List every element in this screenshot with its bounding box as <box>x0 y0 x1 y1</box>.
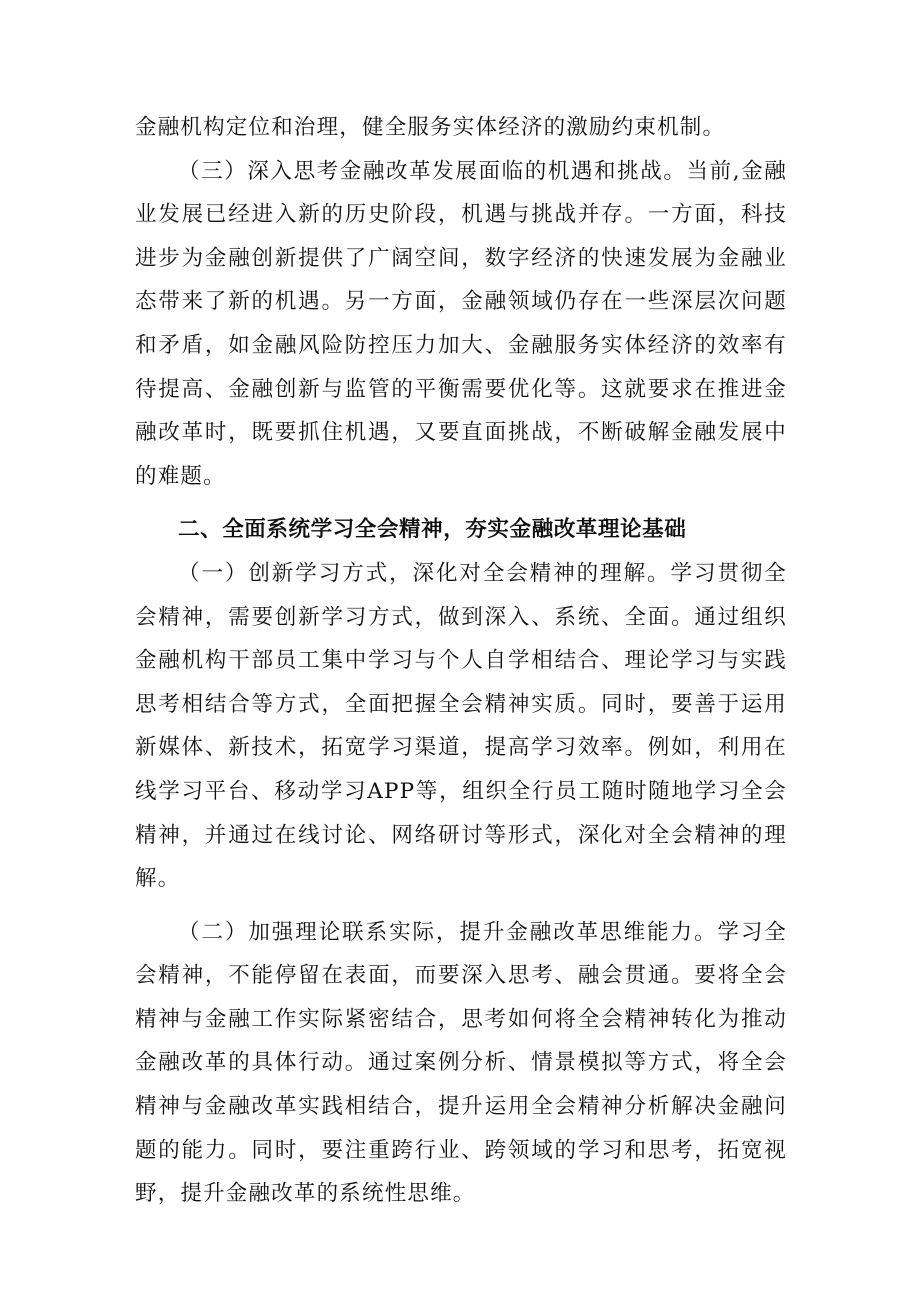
paragraph-learning-methods: （一）创新学习方式，深化对全会精神的理解。学习贯彻全会精神，需要创新学习方式，做到深入、系统、全面。通过组织金融机构干部员工集中学习与个人自学相结合、理论学习与实践思考相结合等方式，全面把握全会精神实质。同时，要善于运用新媒体、新技术，拓宽学习渠道，提高学习效率。例如，利用在线学习平台、移动学习APP等，组织全行员工随时随地学习全会精神，并通过在线讨论、网络研讨等形式，深化对全会精神的理解。 <box>135 560 787 892</box>
spacer <box>135 498 787 508</box>
document-page <box>135 106 787 1216</box>
paragraph-continuation: 金融机构定位和治理，健全服务实体经济的激励约束机制。 <box>135 115 726 140</box>
paragraph-opportunities-challenges: （三）深入思考金融改革发展面临的机遇和挑战。当前,金融业发展已经进入新的历史阶段，机遇与挑战并存。一方面，科技进步为金融创新提供了广阔空间，数字经济的快速发展为金融业态带来了新的机遇。另一方面，金融领域仍存在一些深层次问题和矛盾，如金融风险防控压力加大、金融服务实体经济的效率有待提高、金融创新与监管的平衡需要优化等。这就要求在推进金融改革时，既要抓住机遇，又要直面挑战，不断破解金融发展中的难题。 <box>135 158 787 489</box>
spacer <box>135 901 787 911</box>
paragraph-theory-practice: （二）加强理论联系实际，提升金融改革思维能力。学习全会精神，不能停留在表面，而要深入思考、融会贯通。要将全会精神与金融工作实际紧密结合，思考如何将全会精神转化为推动金融改革的具体行动。通过案例分析、情景模拟等方式，将全会精神与金融改革实践相结合，提升运用全会精神分析解决金融问题的能力。同时，要注重跨行业、跨领域的学习和思考，拓宽视野，提升金融改革的系统性思维。 <box>135 919 787 1207</box>
section-heading-2: 二、全面系统学习全会精神，夯实金融改革理论基础 <box>178 517 687 543</box>
